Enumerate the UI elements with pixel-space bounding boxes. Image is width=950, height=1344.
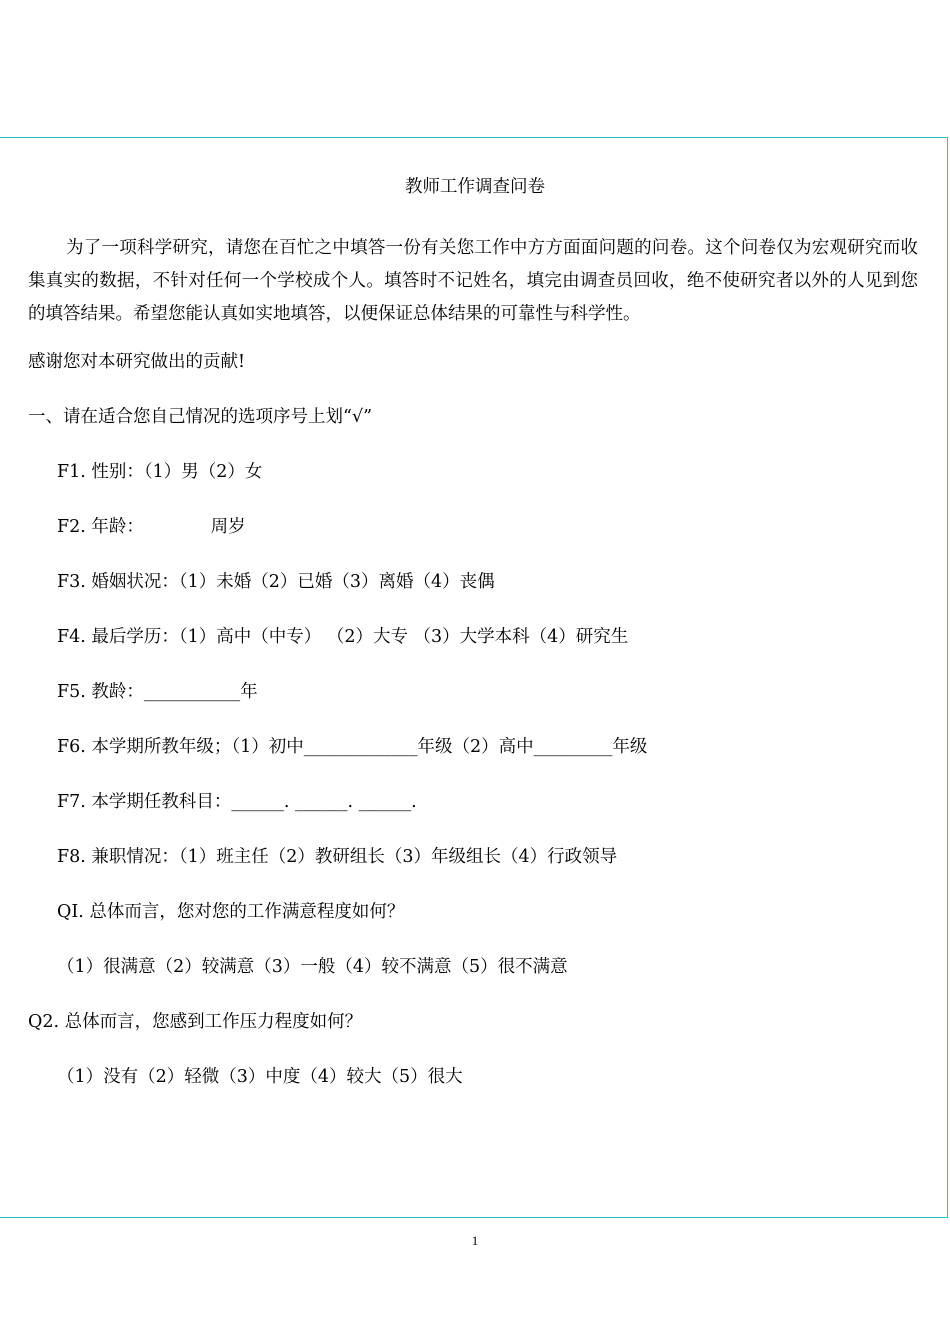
question-f5-teaching-years: F5. 教龄：___________年 xyxy=(57,682,258,702)
question-q1-satisfaction: QI. 总体而言，您对您的工作满意程度如何？ xyxy=(57,902,405,922)
question-f6-grade: F6. 本学期所教年级；（1）初中_____________年级（2）高中_________年级 xyxy=(57,737,648,757)
question-q2-options: （1）没有（2）轻微（3）中度（4）较大（5）很大 xyxy=(57,1067,463,1087)
question-q2-pressure: Q2. 总体而言，您感到工作压力程度如何？ xyxy=(28,1012,363,1032)
question-f7-subjects: F7. 本学期任教科目：______. ______. ______. xyxy=(57,792,417,812)
question-f2-age: F2. 年龄： 周岁 xyxy=(57,517,246,537)
thanks-line: 感谢您对本研究做出的贡献! xyxy=(28,352,246,372)
question-f3-marital-status: F3. 婚姻状况：（1）未婚（2）已婚（3）离婚（4）丧偶 xyxy=(57,572,495,592)
page-number: 1 xyxy=(471,1233,479,1248)
intro-paragraph: 为了一项科学研究，请您在百忙之中填答一份有关您工作中方方面面问题的问卷。这个问卷仅为宏观研究而收集真实的数据，不针对任何一个学校成个人。填答时不记姓名，填完由调查员回收，绝不使研究者以外的人见到您的填答结果。希望您能认真如实地填答，以便保证总体结果的可靠性与科学性。 xyxy=(28,238,918,324)
question-f4-education: F4. 最后学历：（1）高中（中专） （2）大专 （3）大学本科（4）研究生 xyxy=(57,627,629,647)
question-f1-gender: F1. 性别：（1）男（2）女 xyxy=(57,462,263,482)
document-title: 教师工作调查问卷 xyxy=(405,177,545,197)
section-heading: 一、请在适合您自己情况的选项序号上划“√” xyxy=(28,407,373,427)
question-q1-options: （1）很满意（2）较满意（3）一般（4）较不满意（5）很不满意 xyxy=(57,957,568,977)
question-f8-part-time-role: F8. 兼职情况：（1）班主任（2）教研组长（3）年级组长（4）行政领导 xyxy=(57,847,618,867)
